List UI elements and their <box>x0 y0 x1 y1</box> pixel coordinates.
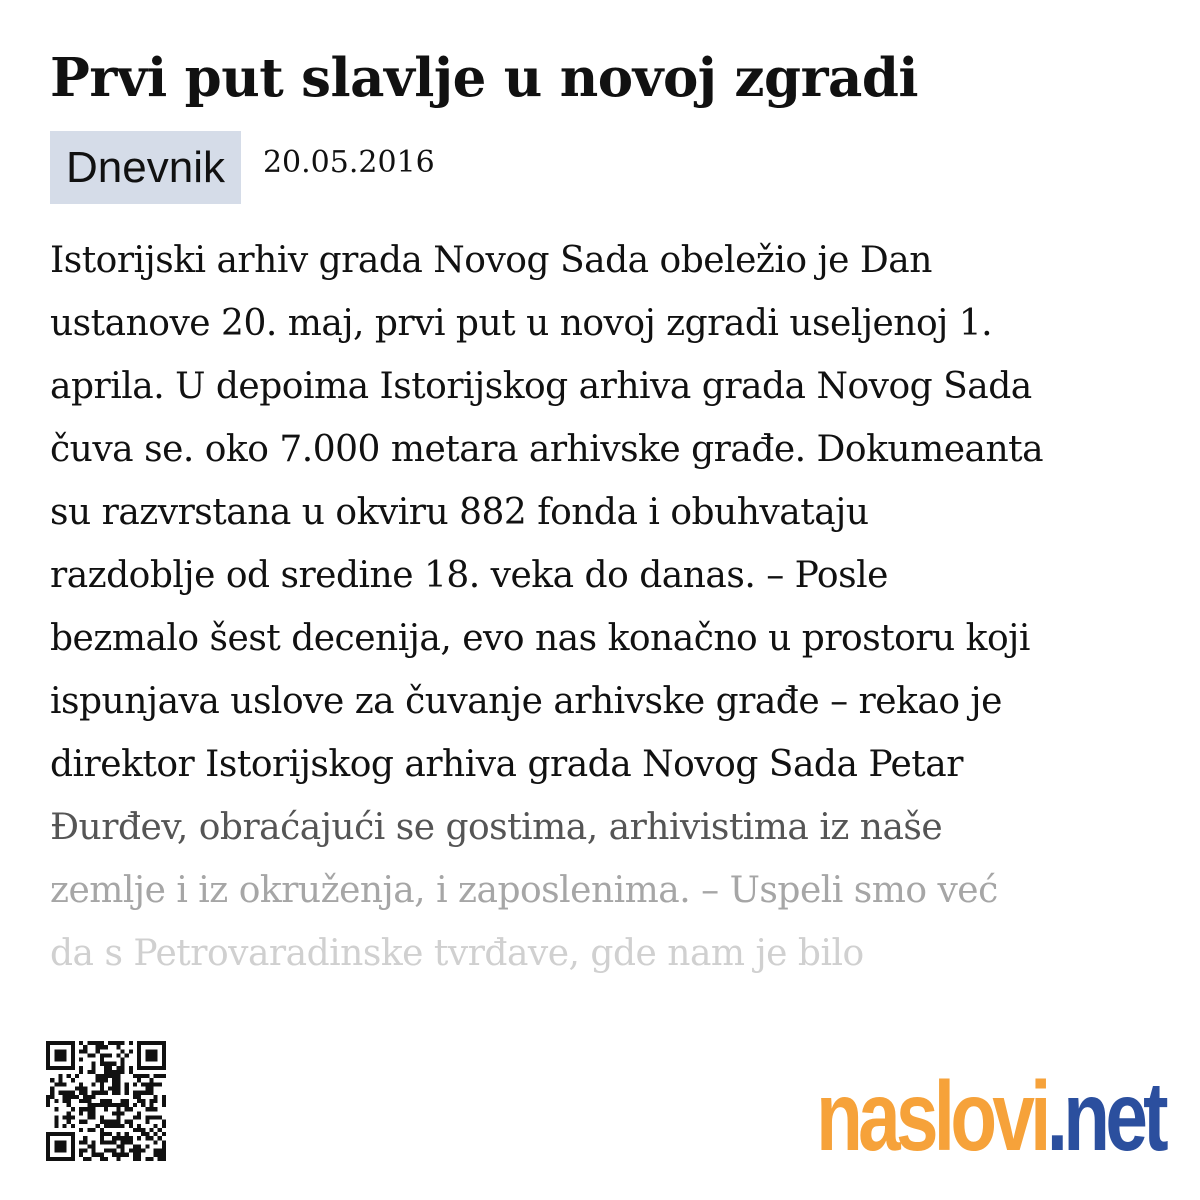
article-line: ispunjava uslove za čuvanje arhivske građe – rekao je <box>50 681 1002 722</box>
article-line: čuva se. oko 7.000 metara arhivske građe. Dokumeanta <box>50 429 1044 470</box>
article-line: ustanove 20. maj, prvi put u novoj zgradi useljenoj 1. <box>50 303 993 344</box>
naslovi-logo[interactable] <box>816 1061 1164 1171</box>
article-body <box>50 229 1170 985</box>
article-line: bezmalo šest decenija, evo nas konačno u prostoru koji <box>50 618 1030 659</box>
article-line: Istorijski arhiv grada Novog Sada obeležio je Dan <box>50 240 932 281</box>
article-line: direktor Istorijskog arhiva grada Novog Sada Petar <box>50 744 963 785</box>
article-line: razdoblje od sredine 18. veka do danas. – Posle <box>50 555 888 596</box>
article-line: zemlje i iz okruženja, i zaposlenima. – Uspeli smo već <box>50 870 998 911</box>
logo-suffix-text: .net <box>1046 1061 1164 1171</box>
article-line: su razvrstana u okviru 882 fonda i obuhvataju <box>50 492 869 533</box>
article-line: Đurđev, obraćajući se gostima, arhivistima iz naše <box>50 807 943 848</box>
article-title: Prvi put slavlje u novoj zgradi <box>50 47 919 109</box>
article-meta <box>50 131 435 204</box>
publish-date: 20.05.2016 <box>262 145 435 180</box>
qr-code-icon[interactable] <box>46 1038 166 1164</box>
source-badge[interactable]: Dnevnik <box>50 131 241 204</box>
article-line: da s Petrovaradinske tvrđave, gde nam je bilo <box>50 933 864 974</box>
logo-main-text: naslovi <box>816 1061 1047 1171</box>
article-line: aprila. U depoima Istorijskog arhiva grada Novog Sada <box>50 366 1032 407</box>
